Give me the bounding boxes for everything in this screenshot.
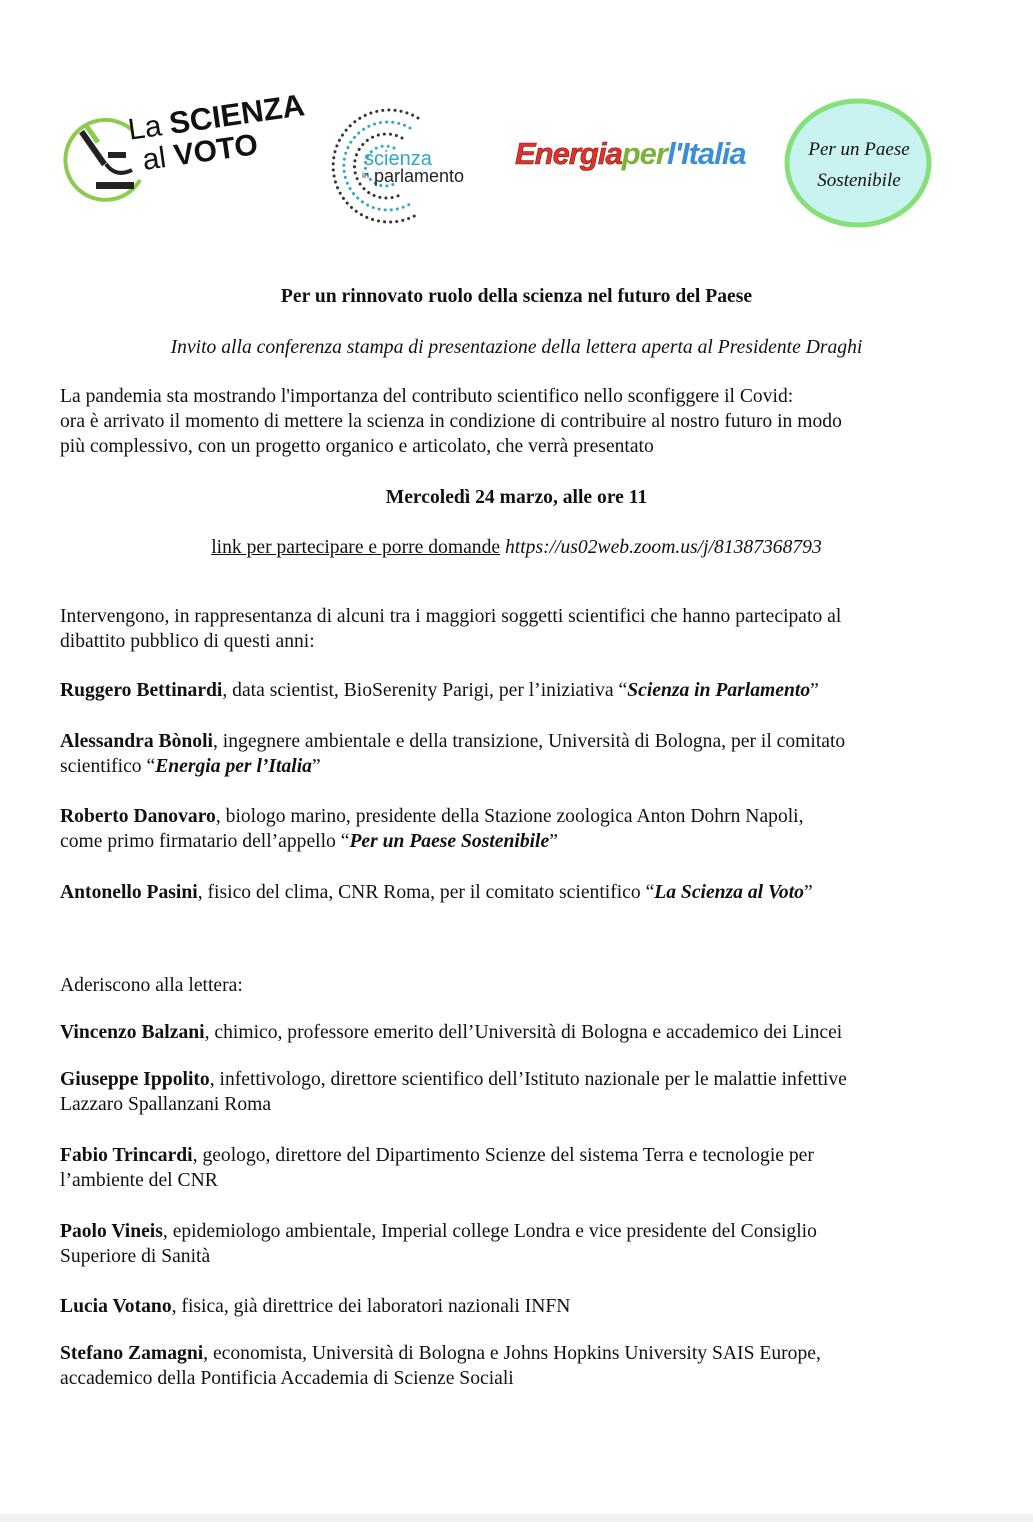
logo-text-al: al — [140, 141, 169, 177]
adherent-entry — [60, 1143, 960, 1193]
logo-text-energia: Energia — [515, 136, 622, 171]
adherent-role-cont: Lazzaro Spallanzani Roma — [60, 1094, 272, 1115]
speaker-role-cont: scientifico “ — [60, 756, 156, 777]
speaker-organization: Per un Paese Sostenibile — [349, 831, 550, 852]
adherent-entry — [60, 1341, 960, 1391]
meeting-link-line — [0, 535, 1033, 560]
adherent-role: , economista, Università di Bologna e Johns Hopkins University SAIS Europe, — [203, 1343, 821, 1364]
logo-energia-per-l-italia — [515, 136, 770, 182]
logo-text-per-un-paese: Per un Paese — [808, 139, 910, 160]
adherent-name: Giuseppe Ippolito — [60, 1069, 210, 1090]
speaker-role: , data scientist, BioSerenity Parigi, per l’iniziativa “ — [222, 680, 628, 701]
intro-line: più complessivo, con un progetto organico e articolato, che verrà presentato — [60, 436, 654, 457]
speaker-role: , biologo marino, presidente della Stazione zoologica Anton Dohrn Napoli, — [215, 806, 804, 827]
adherent-role-cont: l’ambiente del CNR — [60, 1170, 218, 1191]
logo-text-parlamento: parlamento — [374, 166, 465, 186]
speaker-organization: La Scienza al Voto — [654, 882, 804, 903]
logo-strip — [0, 88, 1033, 238]
quote-close: ” — [549, 831, 558, 852]
quote-close: ” — [311, 756, 321, 777]
adherent-entry — [60, 1020, 960, 1045]
intro-line: La pandemia sta mostrando l'importanza del contributo scientifico nello sconfiggere il Covid: — [60, 386, 794, 407]
logo-text-sostenibile: Sostenibile — [817, 170, 901, 191]
quote-close: ” — [803, 882, 813, 903]
speaker-role: , ingegnere ambientale e della transizione, Università di Bologna, per il comitato — [212, 731, 846, 752]
adherent-name: Lucia Votano — [60, 1296, 172, 1317]
logo-text-per: per — [621, 136, 667, 171]
adherent-entry — [60, 1067, 960, 1117]
meeting-link-url[interactable]: https://us02web.zoom.us/j/81387368793 — [504, 537, 822, 558]
speaker-role: , fisico del clima, CNR Roma, per il comitato scientifico “ — [197, 882, 655, 903]
adherent-name: Vincenzo Balzani — [60, 1022, 205, 1043]
logo-text-voto: VOTO — [171, 128, 260, 173]
adherent-role: , chimico, professore emerito dell’Università di Bologna e accademico dei Lincei — [204, 1022, 843, 1043]
logo-text-scienza-sip: scienza — [364, 148, 432, 170]
event-date: Mercoledì 24 marzo, alle ore 11 — [385, 487, 648, 508]
speaker-organization: Scienza in Parlamento — [627, 680, 811, 701]
logo-per-un-paese-sostenibile — [784, 98, 934, 228]
speaker-entry — [60, 804, 960, 854]
speakers-intro-line: Intervengono, in rappresentanza di alcuni tra i maggiori soggetti scientifici che hanno partecipato al — [60, 606, 842, 627]
speaker-name: Alessandra Bònoli — [60, 731, 213, 752]
adherent-name: Fabio Trincardi — [60, 1145, 193, 1166]
logo-scienza-in-parlamento — [306, 104, 506, 228]
document-subtitle: Invito alla conferenza stampa di presentazione della lettera aperta al Presidente Draghi — [170, 337, 863, 358]
adherents-intro: Aderiscono alla lettera: — [60, 975, 243, 996]
intro-paragraph — [60, 384, 960, 459]
speaker-name: Roberto Danovaro — [60, 806, 216, 827]
logo-text-scienza: SCIENZA — [167, 87, 307, 141]
adherent-role: , infettivologo, direttore scientifico dell’Istituto nazionale per le malattie infettive — [209, 1069, 847, 1090]
speaker-entry — [60, 729, 960, 779]
adherent-name: Paolo Vineis — [60, 1221, 163, 1242]
logo-text-in: in — [362, 170, 370, 180]
adherent-role-cont: Superiore di Sanità — [60, 1246, 211, 1267]
speaker-organization: Energia per l’Italia — [155, 756, 312, 777]
adherent-role: , epidemiologo ambientale, Imperial college Londra e vice presidente del Consiglio — [162, 1221, 817, 1242]
adherent-name: Stefano Zamagni — [60, 1343, 204, 1364]
quote-close: ” — [810, 680, 819, 701]
meeting-link-label[interactable]: link per partecipare e porre domande — [211, 537, 501, 558]
speaker-name: Ruggero Bettinardi — [60, 680, 223, 701]
logo-text-la: La — [126, 109, 164, 147]
adherent-entry — [60, 1294, 960, 1319]
logo-text-italia: l'Italia — [666, 136, 746, 171]
logo-scienza-al-voto — [62, 87, 307, 210]
adherent-role: , fisica, già direttrice dei laboratori nazionali INFN — [171, 1296, 571, 1317]
speakers-intro — [60, 604, 960, 654]
intro-line: ora è arrivato il momento di mettere la scienza in condizione di contribuire al nostro futuro in modo — [60, 411, 842, 432]
speaker-entry — [60, 880, 960, 905]
speaker-role-cont: come primo firmatario dell’appello “ — [60, 831, 350, 852]
speaker-name: Antonello Pasini — [60, 882, 198, 903]
speakers-intro-line: dibattito pubblico di questi anni: — [60, 631, 315, 652]
document-title: Per un rinnovato ruolo della scienza nel futuro del Paese — [280, 286, 753, 307]
adherent-role: , geologo, direttore del Dipartimento Scienze del sistema Terra e tecnologie per — [192, 1145, 814, 1166]
speaker-entry — [60, 678, 960, 703]
adherent-role-cont: accademico della Pontificia Accademia di Scienze Sociali — [60, 1368, 514, 1389]
adherent-entry — [60, 1219, 960, 1269]
